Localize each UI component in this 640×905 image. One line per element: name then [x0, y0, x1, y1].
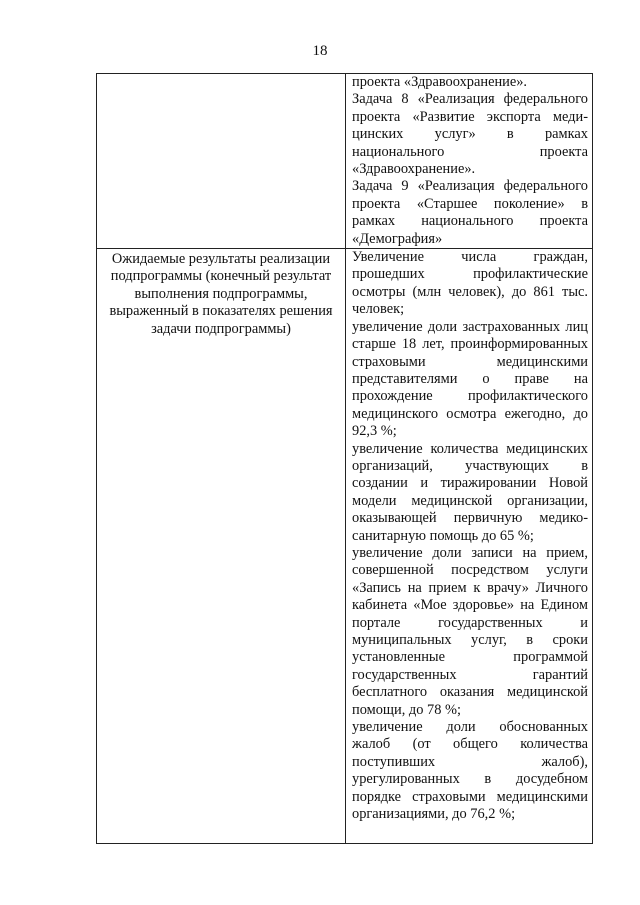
cell-text [97, 74, 345, 76]
tasks-text [346, 74, 592, 248]
table-cell-tasks [346, 74, 593, 249]
result-paragraph: увеличение количества медицинских организаций, участвующих в создании и тиражировании Новой модели медицинской организации, оказывающей первичную медико-санитарную помощь до 65 %; [352, 440, 588, 544]
passport-table [96, 73, 593, 844]
table-cell-results [346, 249, 593, 844]
task-paragraph: Задача 9 «Реализация федерального проекта «Старшее поколение» в рамках национального проекта «Демография» [352, 178, 588, 247]
result-paragraph: увеличение доли записи на прием, совершенной посредством услуги «Запись на прием к врачу» Личного кабинета «Мое здоровье» на Едином портале государственных и муниципальных услуг, в сроки установленные программой государственных гарантий бесплатного оказания медицинской помощи, до 78 %; [352, 544, 588, 718]
result-paragraph: Увеличение числа граждан, прошедших профилактические осмотры (млн человек), до 861 тыс. человек; [352, 249, 588, 318]
task-paragraph: проекта «Здравоохранение». [352, 74, 528, 90]
table-row [97, 249, 593, 844]
table-cell-heading [97, 249, 346, 844]
page-number: 18 [312, 43, 328, 59]
table-row [97, 74, 593, 249]
results-text [346, 249, 592, 823]
result-paragraph: увеличение доли застрахованных лиц старше 18 лет, проинформированных страховыми медицинскими представителями о праве на прохождение профилактического медицинского осмотра ежегодно, до 92,3 %; [352, 318, 588, 440]
task-paragraph: Задача 8 «Реализация федерального проекта «Развитие экспорта медицинских услуг» в рамках национального проекта «Здравоохранение». [352, 91, 588, 178]
result-paragraph: увеличение доли обоснованных жалоб (от общего количества поступивших жалоб), урегулированных в досудебном порядке страховыми медицинскими организациями, до 76,2 %; [352, 719, 588, 823]
table-cell-empty [97, 74, 346, 249]
expected-results-heading: Ожидаемые результаты реализации подпрограммы (конечный результат выполнения подпрограммы, выраженный в показателях решения задачи подпрограммы) [109, 251, 333, 337]
